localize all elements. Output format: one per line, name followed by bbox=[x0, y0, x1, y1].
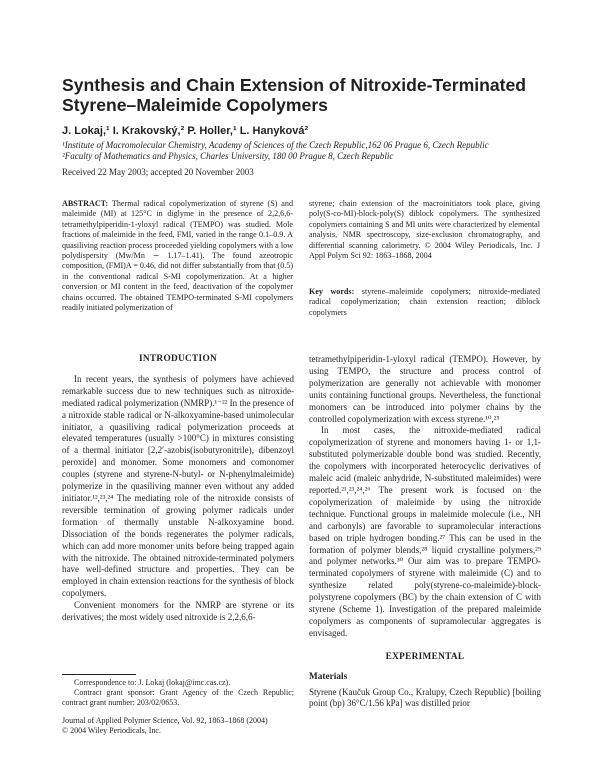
materials-paragraph: Styrene (Kaučuk Group Co., Kralupy, Czech Republic) [boiling point (bp) 36°C/1.56 kPa] was distilled prior bbox=[309, 686, 541, 709]
keywords bbox=[309, 287, 540, 318]
journal-citation: Journal of Applied Polymer Science, Vol. 92, 1863–1868 (2004) bbox=[62, 716, 268, 725]
keywords-label: Key words: bbox=[309, 287, 355, 296]
article-title: Synthesis and Chain Extension of Nitroxide-Terminated Styrene–Maleimide Copolymers bbox=[62, 75, 527, 115]
introduction-heading: INTRODUCTION bbox=[139, 354, 217, 364]
footnotes bbox=[62, 678, 294, 708]
affiliations bbox=[62, 140, 542, 162]
abstract-label: ABSTRACT: bbox=[62, 199, 109, 208]
grant-note: Contract grant sponsor: Grant Agency of the Czech Republic; contract grant number: 203/02/0653. bbox=[62, 688, 294, 707]
affiliation-1: ¹Institute of Macromolecular Chemistry, Academy of Sciences of the Czech Republic,162 06 Prague 6, Czech Republic bbox=[62, 140, 489, 150]
author-list: J. Lokaj,¹ I. Krakovský,² P. Holler,¹ L. Hanyková² bbox=[62, 125, 309, 137]
copyright: © 2004 Wiley Periodicals, Inc. bbox=[62, 726, 161, 735]
abstract-left bbox=[62, 199, 293, 313]
body-left-column bbox=[62, 354, 294, 624]
intro-paragraph-4: In most cases, the nitroxide-mediated radical copolymerization of styrene and monomers having 1- or 1,1-substituted polymerizable double bond was studied. Recently, the copolymers with incorporated heterocyclic derivatives of maleic acid (maleic anhydride, N-substituted maleimides) were reported.²¹,²³,²⁴,²⁶ The present work is focused on the copolymerization of maleimide by using the nitroxide technique. Functional groups in maleimide molecule (i.e., NH and carbonyls) are favorable to supramolecular interactions based on triple hydrogen bonding.²⁷ This can be used in the formation of polymer blends,²⁸ liquid crystalline polymers,²⁹ and polymer networks.³⁰ Our aim was to prepare TEMPO-terminated copolymers of styrene with maleimide (C) and to synthesize related poly(styrene-co-maleimide)-block-polystyrene copolymers (BC) by the chain extension of C with styrene (Scheme 1). Investigation of the prepared maleimide copolymers as components of supramolecular aggregates is envisaged. bbox=[309, 425, 541, 638]
experimental-heading: EXPERIMENTAL bbox=[385, 651, 465, 662]
materials-heading: Materials bbox=[309, 671, 348, 682]
body-right-column bbox=[309, 354, 541, 710]
abstract-right: styrene; chain extension of the macroinitiators took place, giving poly(S-co-MI)-block-poly(S) diblock copolymers. The synthesized copolymers containing S and MI units were characterized by elemental analysis, NMR spectroscopy, size-exclusion chromatography, and differential scanning calorimetry. © 2004 Wiley Periodicals, Inc. J Appl Polym Sci 92: 1863–1868, 2004 bbox=[309, 199, 540, 261]
intro-paragraph-3: tetramethylpiperidin-1-yloxyl radical (TEMPO). However, by using TEMPO, the structure and process control of polymerization are generally not achievable with monomer units containing functional groups. Nevertheless, the functional monomers can be introduced into polymer chains by the controlled copolymerization with excess styrene.¹⁰,²⁵ bbox=[309, 354, 541, 424]
received-dates: Received 22 May 2003; accepted 20 November 2003 bbox=[62, 167, 254, 177]
affiliation-2: ²Faculty of Mathematics and Physics, Charles University, 180 00 Prague 8, Czech Republic bbox=[62, 151, 394, 161]
keywords-text: styrene–maleimide copolymers; nitroxide-mediated radical copolymerization; chain extension reaction; diblock copolymers bbox=[309, 287, 540, 317]
intro-paragraph-2: Convenient monomers for the NMRP are styrene or its derivatives; the most widely used nitroxide is 2,2,6,6- bbox=[62, 600, 294, 623]
correspondence-note: Correspondence to: J. Lokaj (lokaj@imc.cas.cz). bbox=[74, 678, 231, 687]
journal-info bbox=[62, 716, 294, 736]
footnote-divider bbox=[62, 674, 136, 675]
intro-paragraph-1: In recent years, the synthesis of polymers have achieved remarkable success due to new techniques such as nitroxide-mediated radical polymerization (NMRP).¹⁻²² In the presence of a nitroxide stable radical or N-alkoxyamine-based unimolecular initiator, a quasiliving radical polymerization proceeds at elevated temperatures (usually >100°C) in mixtures consisting of a thermal initiator [2,2′-azobis(isobutyronitrile), dibenzoyl peroxide] and monomer. Some monomers and comonomer couples (styrene and styrene-N-butyl- or N-phenylmaleimide) polymerize in the quasiliving manner even without any added initiator.¹²,²³,²⁴ The mediating role of the nitroxide consists of reversible termination of growing polymer radicals under formation of thermally unstable N-alkoxyamine bond. Dissociation of the bonds regenerates the polymer radicals, which can add more monomer units before being trapped again with the nitroxide. The obtained nitroxide-terminated polymers have well-defined structure and properties. They can be employed in chain extension reactions for the synthesis of block copolymers. bbox=[62, 373, 294, 599]
abstract-text-left: Thermal radical copolymerization of styrene (S) and maleimide (MI) at 125°C in diglyme in the presence of 2,2,6,6-tetramethylpiperidin-1-yloxyl radical (TEMPO) was studied. Mole fractions of maleimide in the feed, FMI, varied in the range 0.1–0.9. A quasiliving reaction process proceeded yielding copolymers with a low polydispersity (Mw/Mn ∼ 1.17–1.41). The found azeotropic composition, (FMI)A = 0.46, did not differ substantially from that (0.5) in the conventional radical S-MI copolymerization. At a higher conversion or MI content in the feed, deactivation of the copolymer chains occurred. The obtained TEMPO-terminated S-MI copolymers readily initiated polymerization of bbox=[62, 199, 294, 313]
